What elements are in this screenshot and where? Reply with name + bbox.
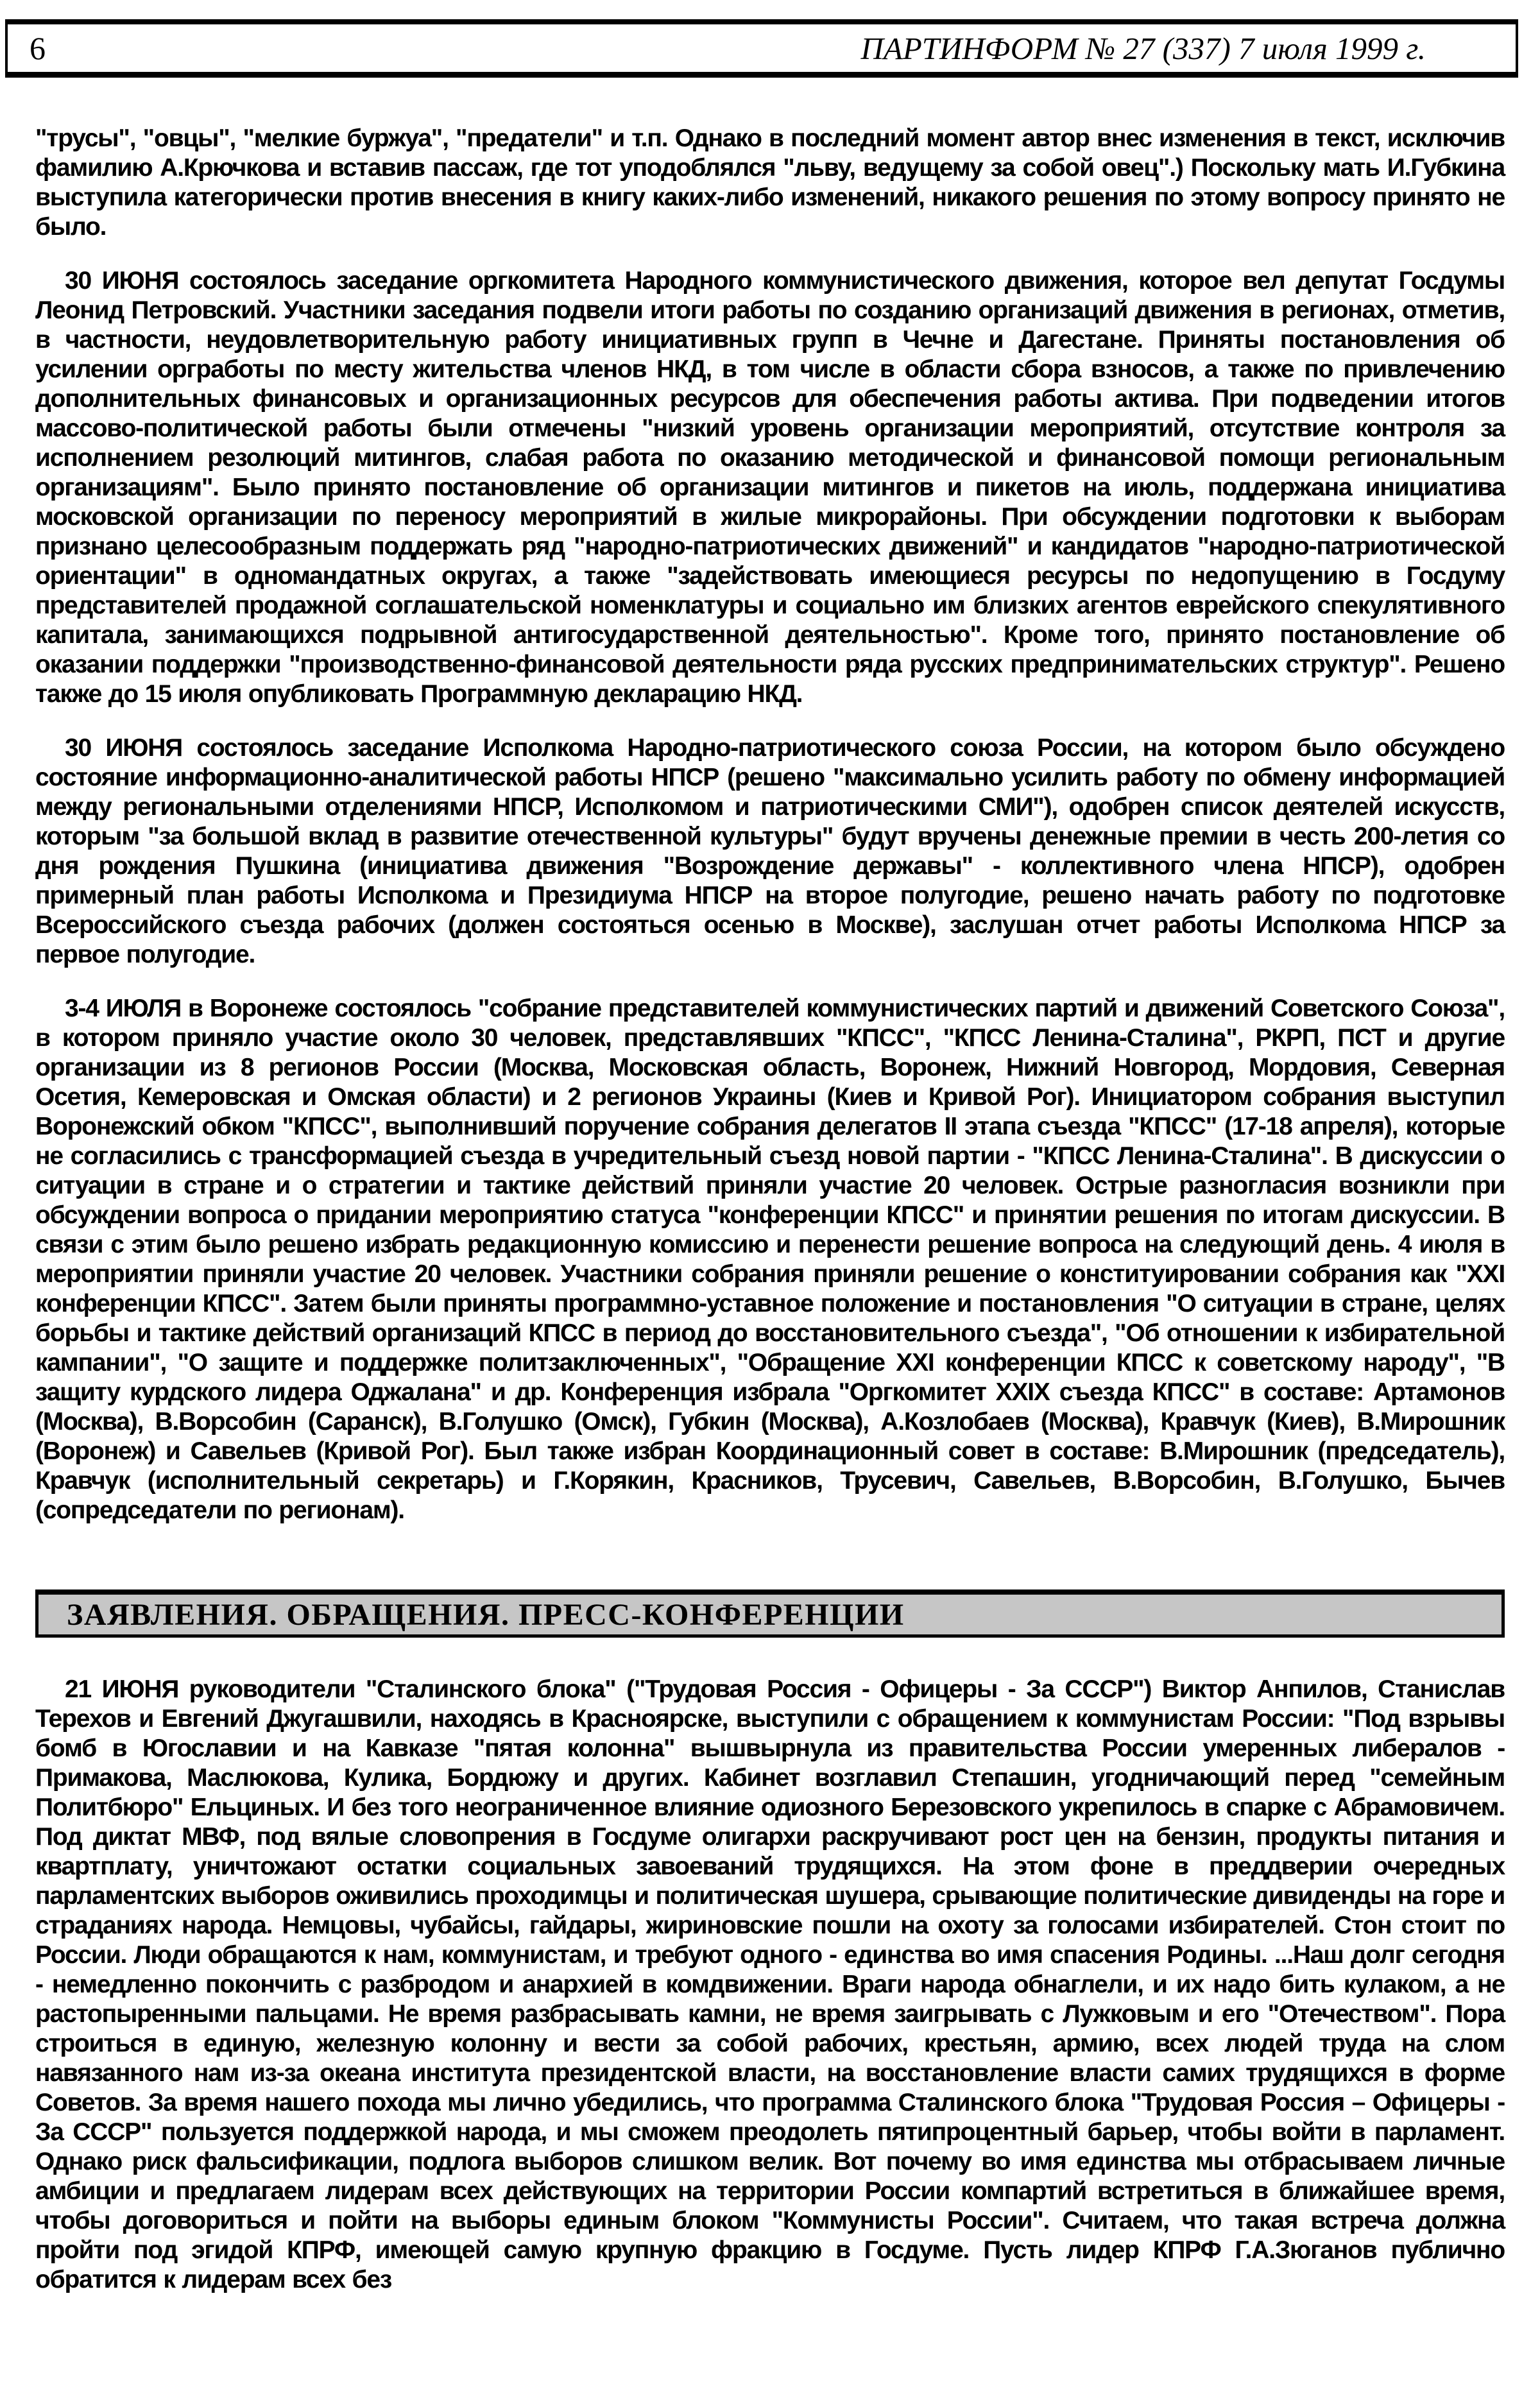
page-number: 6 — [30, 30, 46, 66]
paragraph-book-changes: "трусы", "овцы", "мелкие буржуа", "предатели" и т.п. Однако в последний момент автор внес изменения в текст, исключив фамилию А.Крючкова и вставив пассаж, где тот уподоблялся "льву, ведущему за собой овец".) Поскольку мать И.Губкина выступила категорически против внесения в книгу каких-либо изменений, никакого решения по этому вопросу принято не было. — [35, 124, 1505, 241]
section-title: ЗАЯВЛЕНИЯ. ОБРАЩЕНИЯ. ПРЕСС-КОНФЕРЕНЦИИ — [67, 1597, 905, 1632]
paragraph-npsr-ispolkom-meeting: 30 ИЮНЯ состоялось заседание Исполкома Народно-патриотического союза России, на котором было обсуждено состояние информационно-аналитической работы НПСР (решено "максимально усилить работу по обмену информацией между региональными отделениями НПСР, Исполкомом и патриотическими СМИ"), одобрен список деятелей искусств, которым "за большой вклад в развитие отечественной культуры" будут вручены денежные премии в честь 200-летия со дня рождения Пушкина (инициатива движения "Возрождение державы" - коллективного члена НПСР), одобрен примерный план работы Исполкома и Президиума НПСР на второе полугодие, решено начать работу по подготовке Всероссийского съезда рабочих (должен состояться осенью в Москве), заслушан отчет работы Исполкома НПСР за первое полугодие. — [35, 734, 1505, 968]
page-header — [5, 19, 1518, 78]
paragraph-nkd-orgkomitet-meeting: 30 ИЮНЯ состоялось заседание оргкомитета Народного коммунистического движения, которое вел депутат Госдумы Леонид Петровский. Участники заседания подвели итоги работы по созданию организаций движения в регионах, отметив, в частности, неудовлетворительную работу инициативных групп в Чечне и Дагестане. Приняты постановления об усилении оргработы по месту жительства членов НКД, в том числе в области сбора взносов, а также по привлечению дополнительных финансовых и организационных ресурсов для обеспечения работы актива. При подведении итогов массово-политической работы были отмечены "низкий уровень организации мероприятий, отсутствие контроля за исполнением резолюций митингов, слабая работа по оказанию методической и финансовой помощи региональным организациям". Было принято постановление об организации митингов и пикетов на июль, поддержана инициатива московской организации по переносу мероприятий в жилые микрорайоны. При обсуждении подготовки к выборам признано целесообразным поддержать ряд "народно-патриотических движений" и кандидатов "народно-патриотической ориентации" в одномандатных округах, а также "задействовать имеющиеся ресурсы по недопущению в Госдуму представителей продажной соглашательской номенклатуры и социально им близких агентов еврейского спекулятивного капитала, занимающихся подрывной антигосударственной деятельностью". Кроме того, принято постановление об оказании поддержки "производственно-финансовой деятельности ряда русских предпринимательских структур". Решено также до 15 июля опубликовать Программную декларацию НКД. — [35, 267, 1505, 708]
section-header-bar — [35, 1589, 1505, 1638]
page-content — [35, 124, 1505, 2295]
paragraph-stalin-bloc-appeal: 21 ИЮНЯ руководители "Сталинского блока" ("Трудовая Россия - Офицеры - За СССР") Виктор Анпилов, Станислав Терехов и Евгений Джугашвили, находясь в Красноярске, выступили с обращением к коммунистам России: "Под взрывы бомб в Югославии и на Кавказе "пятая колонна" вышвырнула из правительства России умеренных либералов - Примакова, Маслюкова, Кулика, Бордюжу и других. Кабинет возглавил Степашин, угодничающий перед "семейным Политбюро" Ельциных. И без того неограниченное влияние одиозного Березовского укрепилось в спарке с Абрамовичем. Под диктат МВФ, под вялые словопрения в Госдуме олигархи раскручивают рост цен на бензин, продукты питания и квартплату, уничтожают остатки социальных завоеваний трудящихся. На этом фоне в преддверии очередных парламентских выборов оживились проходимцы и политическая шушера, срывающие политические дивиденды на горе и страданиях народа. Немцовы, чубайсы, гайдары, жириновские пошли на охоту за голосами избирателей. Стон стоит по России. Люди обращаются к нам, коммунистам, и требуют одного - единства во имя спасения Родины. ...Наш долг сегодня - немедленно покончить с разбродом и анархией в комдвижении. Враги народа обнаглели, и их надо бить кулаком, а не растопыренными пальцами. Не время разбрасывать камни, не время заигрывать с Лужковым и его "Отечеством". Пора строиться в единую, железную колонну и вести за собой рабочих, крестьян, армию, всех людей труда на слом навязанного нам из-за океана института президентской власти, на восстановление власти самих трудящихся в форме Советов. За время нашего похода мы лично убедились, что программа Сталинского блока "Трудовая Россия – Офицеры - За СССР" пользуется поддержкой народа, и мы сможем преодолеть пятипроцентный барьер, чтобы войти в парламент. Однако риск фальсификации, подлога выборов слишком велик. Вот почему во имя единства мы отбрасываем личные амбиции и предлагаем лидерам всех действующих на территории России компартий встретиться в ближайшее время, чтобы договориться и пойти на выборы единым блоком "Коммунисты России". Считаем, что такая встреча должна пройти под эгидой КПРФ, имеющей самую крупную фракцию в Госдуме. Пусть лидер КПРФ Г.А.Зюганов публично обратится к лидерам всех без — [35, 1675, 1505, 2293]
paragraph-voronezh-kpss-assembly: 3-4 ИЮЛЯ в Воронеже состоялось "собрание представителей коммунистических партий и движений Советского Союза", в котором приняло участие около 30 человек, представлявших "КПСС", "КПСС Ленина-Сталина", РКРП, ПСТ и другие организации из 8 регионов России (Москва, Московская область, Воронеж, Нижний Новгород, Мордовия, Северная Осетия, Кемеровская и Омская области) и 2 регионов Украины (Киев и Кривой Рог). Инициатором собрания выступил Воронежский обком "КПСС", выполнивший поручение собрания делегатов II этапа съезда "КПСС" (17-18 апреля), которые не согласились с трансформацией съезда в учредительный съезд новой партии - "КПСС Ленина-Сталина". В дискуссии о ситуации в стране и о стратегии и тактике действий приняли участие 20 человек. Острые разногласия возникли при обсуждении вопроса о придании мероприятию статуса "конференции КПСС" и принятии решения по итогам дискуссии. В связи с этим было решено избрать редакционную комиссию и перенести решение вопроса на следующий день. 4 июля в мероприятии приняли участие 20 человек. Участники собрания приняли решение о конституировании собрания как "XXI конференции КПСС". Затем были приняты программно-уставное положение и постановления "О ситуации в стране, целях борьбы и тактике действий организаций КПСС в период до восстановительного съезда", "Об отношении к избирательной кампании", "О защите и поддержке политзаключенных", "Обращение XXI конференции КПСС к советскому народу", "В защиту курдского лидера Оджалана" и др. Конференция избрала "Оргкомитет XXIX съезда КПСС" в составе: Артамонов (Москва), В.Ворсобин (Саранск), В.Голушко (Омск), Губкин (Москва), А.Козлобаев (Москва), Кравчук (Киев), В.Мирошник (Воронеж) и Савельев (Кривой Рог). Был также избран Координационный совет в составе: В.Мирошник (председатель), Кравчук (исполнительный секретарь) и Г.Корякин, Красников, Трусевич, Савельев, В.Ворсобин, В.Голушко, Бычев (сопредседатели по регионам). — [35, 995, 1505, 1524]
issue-title: ПАРТИНФОРМ № 27 (337) 7 июля 1999 г. — [860, 30, 1426, 66]
